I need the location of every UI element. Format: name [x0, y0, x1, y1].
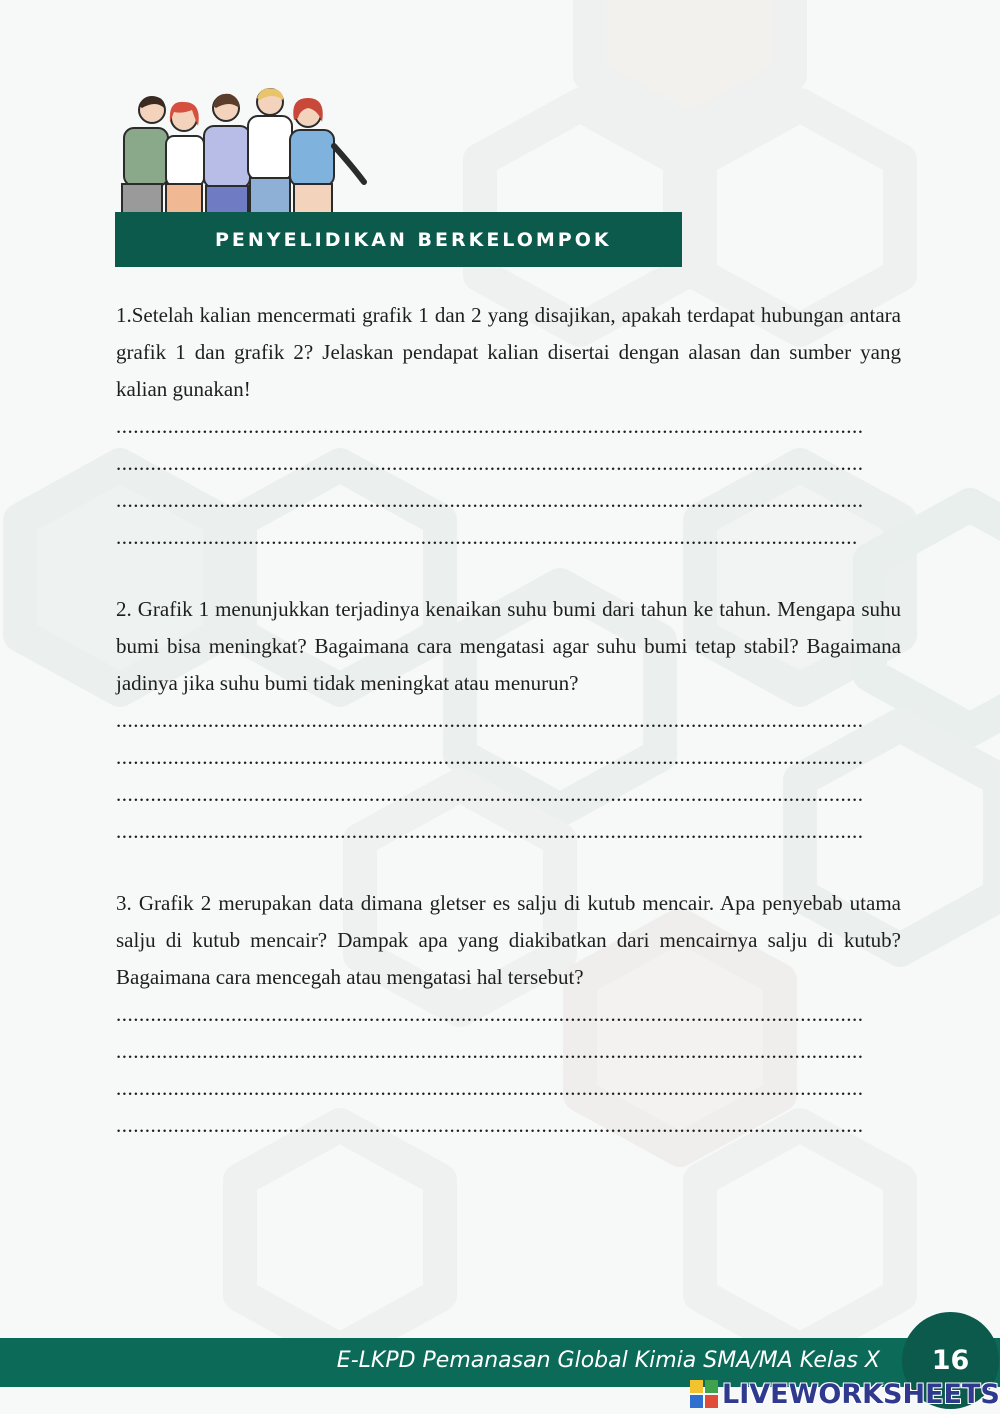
answer-line[interactable]: .................................................................................................................................. — [116, 1113, 864, 1137]
page-number: 16 — [931, 1345, 970, 1376]
question-block-1 — [116, 297, 901, 556]
answer-line[interactable]: .................................................................................................................................. — [116, 1002, 864, 1026]
answer-area-1[interactable] — [116, 408, 901, 556]
question-text-1: 1.Setelah kalian mencermati grafik 1 dan 2 yang disajikan, apakah terdapat hubungan antara grafik 1 dan grafik 2? Jelaskan pendapat kalian disertai dengan alasan dan sumber yang kalian gunakan! — [116, 303, 901, 401]
answer-line[interactable]: .................................................................................................................................. — [116, 1039, 864, 1063]
answer-area-2[interactable] — [116, 702, 901, 850]
worksheet-content — [116, 297, 901, 1179]
section-title: PENYELIDIKAN BERKELOMPOK — [215, 228, 612, 251]
answer-line[interactable]: ................................................................................................................................. — [116, 525, 858, 549]
answer-line[interactable]: .................................................................................................................................. — [116, 488, 864, 512]
answer-line[interactable]: .................................................................................................................................. — [116, 414, 864, 438]
answer-line[interactable]: .................................................................................................................................. — [116, 708, 864, 732]
answer-line[interactable]: .................................................................................................................................. — [116, 782, 864, 806]
liveworksheets-watermark: LIVEWORKSHEETS — [722, 1378, 1000, 1410]
answer-line[interactable]: .................................................................................................................................. — [116, 451, 864, 475]
group-of-friends-illustration — [112, 86, 370, 214]
answer-line[interactable]: .................................................................................................................................. — [116, 745, 864, 769]
question-block-3 — [116, 885, 901, 1144]
footer-title: E-LKPD Pemanasan Global Kimia SMA/MA Kelas X — [336, 1348, 880, 1373]
answer-line[interactable]: .................................................................................................................................. — [116, 1076, 864, 1100]
section-title-bar — [115, 212, 682, 267]
question-block-2 — [116, 591, 901, 850]
question-text-2: 2. Grafik 1 menunjukkan terjadinya kenaikan suhu bumi dari tahun ke tahun. Mengapa suhu bumi bisa meningkat? Bagaimana cara mengatasi agar suhu bumi tetap stabil? Bagaimana jadinya jika suhu bumi tidak meningkat atau menurun? — [116, 597, 901, 695]
answer-line[interactable]: .................................................................................................................................. — [116, 819, 864, 843]
question-text-3: 3. Grafik 2 merupakan data dimana gletser es salju di kutub mencair. Apa penyebab utama salju di kutub mencair? Dampak apa yang diakibatkan dari mencairnya salju di kutub? Bagaimana cara mencegah atau mengatasi hal tersebut? — [116, 891, 901, 989]
answer-area-3[interactable] — [116, 996, 901, 1144]
liveworksheets-logo — [690, 1377, 1000, 1411]
liveworksheets-logo-icon — [690, 1380, 718, 1408]
